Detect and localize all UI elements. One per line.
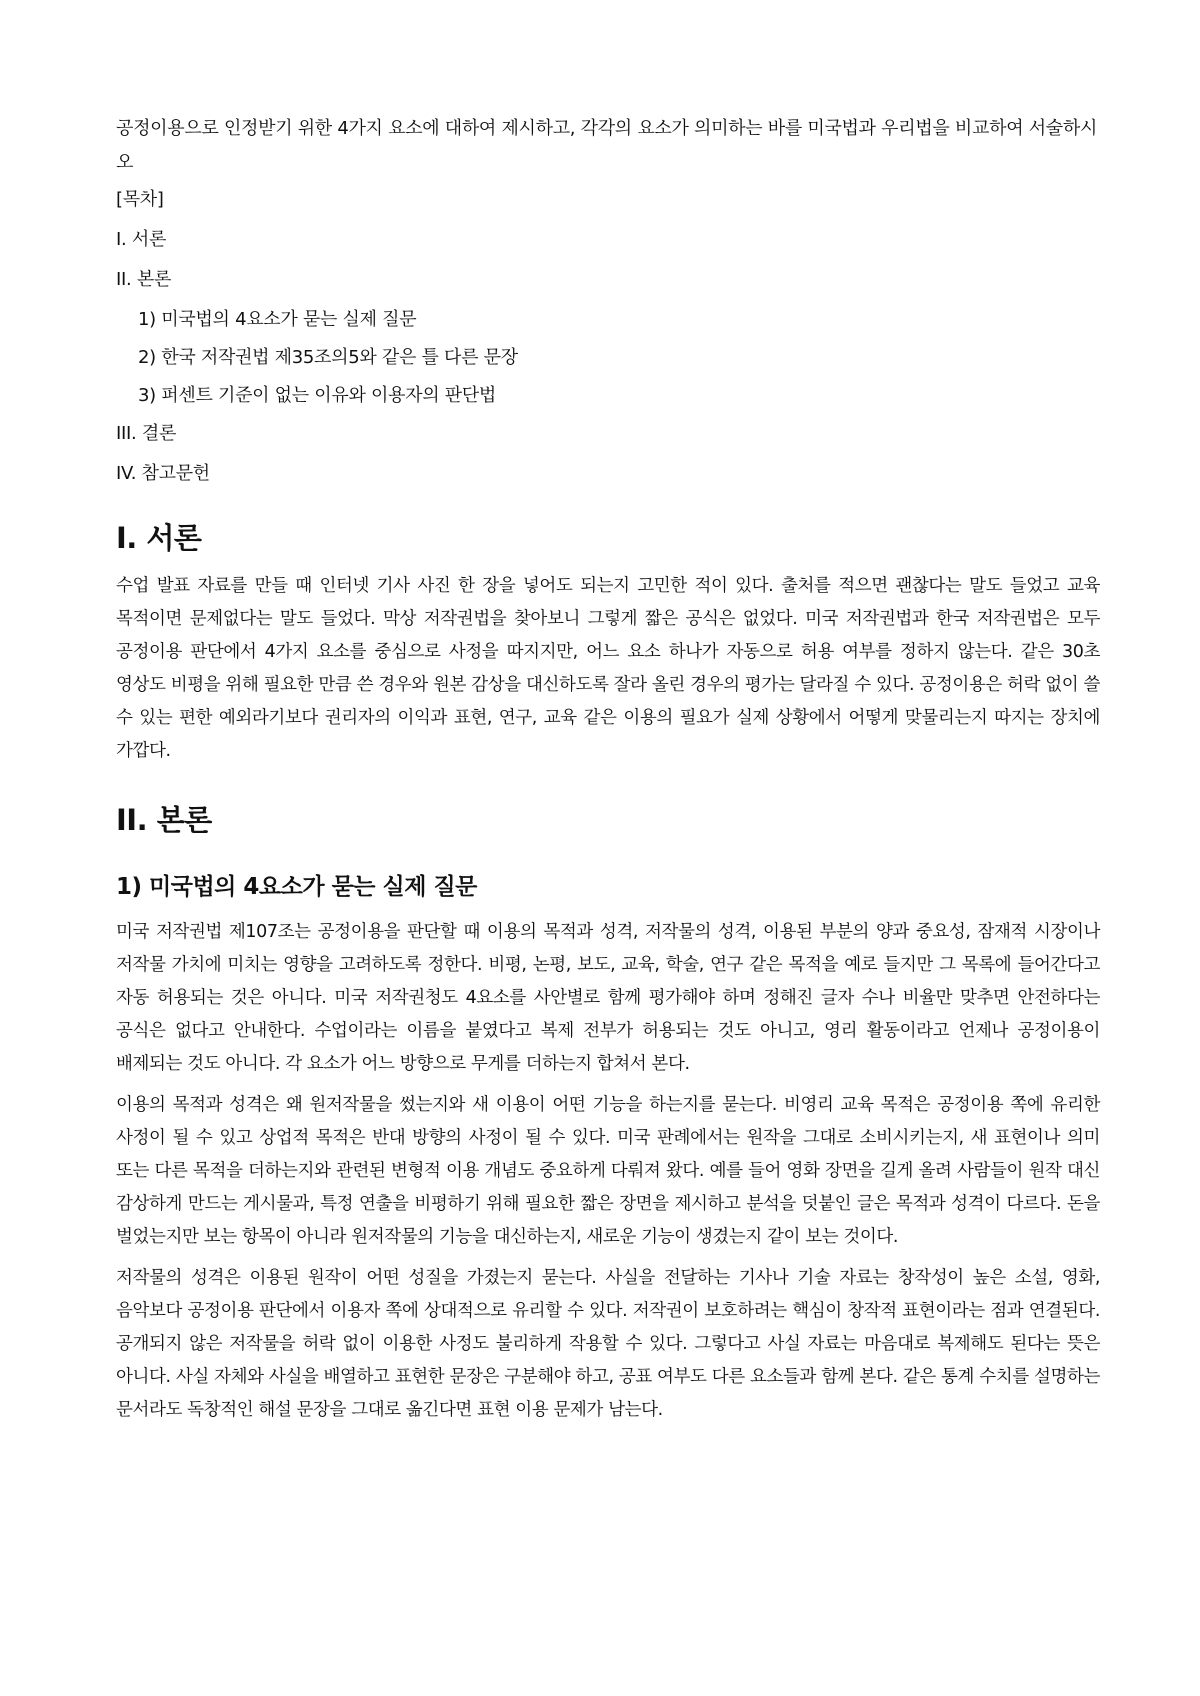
table-of-contents [116,188,1100,486]
toc-item: II. 본론 [116,269,172,290]
body-paragraph: 미국 저작권법 제107조는 공정이용을 판단할 때 이용의 목적과 성격, 저작물의 성격, 이용된 부분의 양과 중요성, 잠재적 시장이나 저작물 가치에 미치는 영향을 고려하도록 정한다. 비평, 논평, 보도, 교육, 학술, 연구 같은 목적을 예로 들지만 그 목록에 들어간다고 자동 허용되는 것은 아니다. 미국 저작권청도 4요소를 사안별로 함께 평가해야 하며 정해진 글자 수나 비율만 맞추면 안전하다는 공식은 없다고 안내한다. 수업이라는 이름을 붙였다고 복제 전부가 허용되는 것도 아니고, 영리 활동이라고 언제나 공정이용이 배제되는 것도 아니다. 각 요소가 어느 방향으로 무게를 더하는지 합쳐서 본다. [116,922,1100,1074]
toc-item: IV. 참고문헌 [116,463,210,484]
question-prompt: 공정이용으로 인정받기 위한 4가지 요소에 대하여 제시하고, 각각의 요소가 의미하는 바를 미국법과 우리법을 비교하여 서술하시오 [116,118,1098,173]
toc-item: I. 서론 [116,229,167,250]
body-paragraph: 저작물의 성격은 이용된 원작이 어떤 성질을 가졌는지 묻는다. 사실을 전달하는 기사나 기술 자료는 창작성이 높은 소설, 영화, 음악보다 공정이용 판단에서 이용자 쪽에 상대적으로 유리할 수 있다. 저작권이 보호하려는 핵심이 창작적 표현이라는 점과 연결된다. 공개되지 않은 저작물을 허락 없이 이용한 사정도 불리하게 작용할 수 있다. 그렇다고 사실 자료는 마음대로 복제해도 된다는 뜻은 아니다. 사실 자체와 사실을 배열하고 표현한 문장은 구분해야 하고, 공표 여부도 다른 요소들과 함께 본다. 같은 통계 수치를 설명하는 문서라도 독창적인 해설 문장을 그대로 옮긴다면 표현 이용 문제가 남는다. [116,1268,1100,1420]
body-paragraph: 이용의 목적과 성격은 왜 원저작물을 썼는지와 새 이용이 어떤 기능을 하는지를 묻는다. 비영리 교육 목적은 공정이용 쪽에 유리한 사정이 될 수 있고 상업적 목적은 반대 방향의 사정이 될 수 있다. 미국 판례에서는 원작을 그대로 소비시키는지, 새 표현이나 의미 또는 다른 목적을 더하는지와 관련된 변형적 이용 개념도 중요하게 다뤄져 왔다. 예를 들어 영화 장면을 길게 올려 사람들이 원작 대신 감상하게 만드는 게시물과, 특정 연출을 비평하기 위해 필요한 짧은 장면을 제시하고 분석을 덧붙인 글은 목적과 성격이 다르다. 돈을 벌었는지만 보는 항목이 아니라 원저작물의 기능을 대신하는지, 새로운 기능이 생겼는지 같이 보는 것이다. [116,1095,1100,1247]
toc-item: III. 결론 [116,423,177,444]
subsection-heading: 1) 미국법의 4요소가 묻는 실제 질문 [116,874,477,900]
intro-heading: I. 서론 [116,521,202,555]
toc-subitem: 1) 미국법의 4요소가 묻는 실제 질문 [138,309,417,330]
body-heading: II. 본론 [116,803,212,837]
toc-subitem: 3) 퍼센트 기준이 없는 이유와 이용자의 판단법 [138,385,496,406]
toc-title: [목차] [116,189,164,210]
toc-subitem: 2) 한국 저작권법 제35조의5와 같은 틀 다른 문장 [138,347,518,368]
intro-paragraph: 수업 발표 자료를 만들 때 인터넷 기사 사진 한 장을 넣어도 되는지 고민한 적이 있다. 출처를 적으면 괜찮다는 말도 들었고 교육 목적이면 문제없다는 말도 들었다. 막상 저작권법을 찾아보니 그렇게 짧은 공식은 없었다. 미국 저작권법과 한국 저작권법은 모두 공정이용 판단에서 4가지 요소를 중심으로 사정을 따지지만, 어느 요소 하나가 자동으로 허용 여부를 정하지 않는다. 같은 30초 영상도 비평을 위해 필요한 만큼 쓴 경우와 원본 감상을 대신하도록 잘라 올린 경우의 평가는 달라질 수 있다. 공정이용은 허락 없이 쓸 수 있는 편한 예외라기보다 권리자의 이익과 표현, 연구, 교육 같은 이용의 필요가 실제 상황에서 어떻게 맞물리는지 따지는 장치에 가깝다. [116,576,1100,761]
